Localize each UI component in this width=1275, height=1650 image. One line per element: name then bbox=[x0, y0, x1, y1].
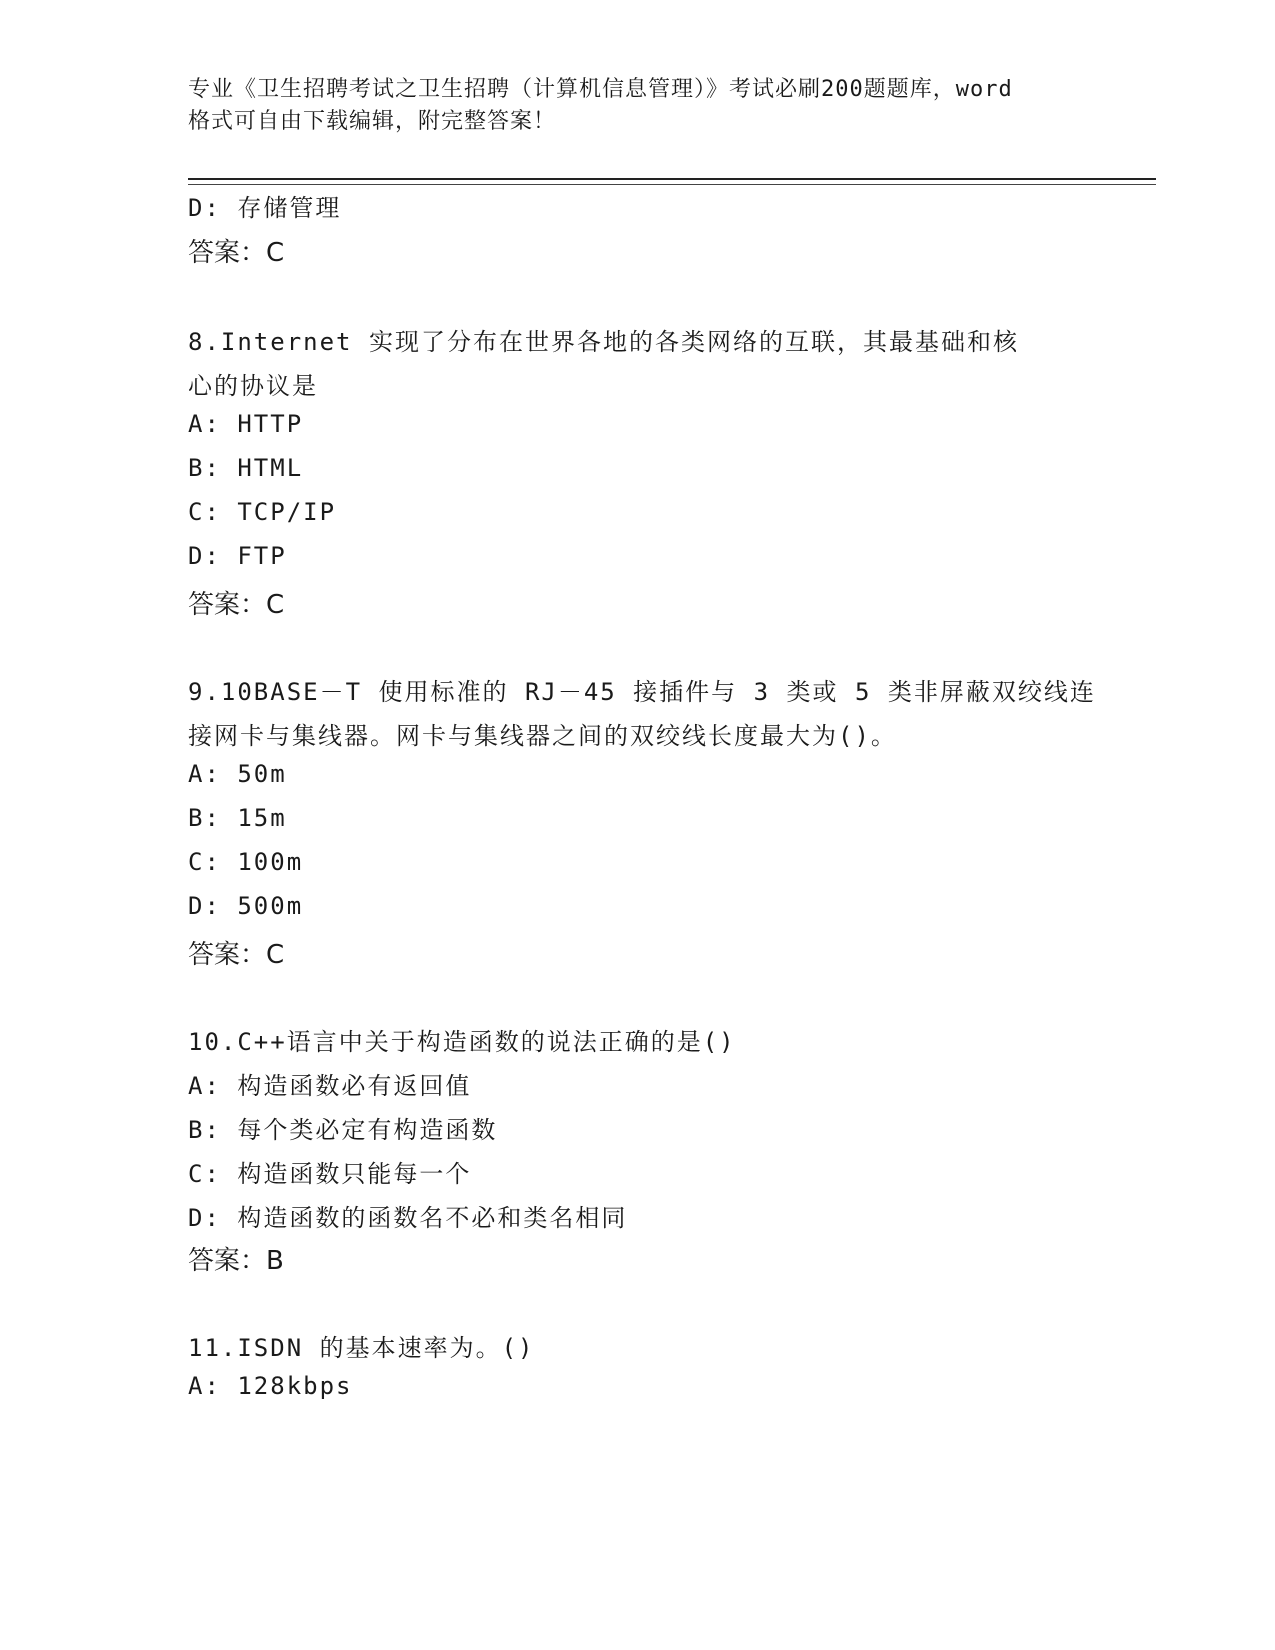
q7-answer: 答案：C bbox=[188, 238, 285, 268]
q10-answer: 答案：B bbox=[188, 1246, 284, 1276]
q10-stem: 10.C++语言中关于构造函数的说法正确的是() bbox=[188, 1028, 736, 1056]
q8-stem-line-1: 8.Internet 实现了分布在世界各地的各类网络的互联，其最基础和核 bbox=[188, 328, 1019, 356]
header-line-1: 专业《卫生招聘考试之卫生招聘（计算机信息管理）》考试必刷200题题库，word bbox=[188, 77, 1013, 102]
q9-stem-line-1: 9.10BASE－T 使用标准的 RJ－45 接插件与 3 类或 5 类非屏蔽双绞线连 bbox=[188, 678, 1096, 706]
q11-option-a: A: 128kbps bbox=[188, 1372, 353, 1400]
q9-option-c: C: 100m bbox=[188, 848, 304, 876]
q8-option-a: A: HTTP bbox=[188, 410, 304, 438]
header-line-2: 格式可自由下载编辑，附完整答案！ bbox=[188, 109, 557, 134]
q8-option-d: D: FTP bbox=[188, 542, 287, 570]
q8-option-c: C: TCP/IP bbox=[188, 498, 337, 526]
q8-answer: 答案：C bbox=[188, 590, 285, 620]
q10-option-d: D: 构造函数的函数名不必和类名相同 bbox=[188, 1204, 628, 1232]
q10-option-a: A: 构造函数必有返回值 bbox=[188, 1072, 472, 1100]
q10-option-c: C: 构造函数只能每一个 bbox=[188, 1160, 472, 1188]
q9-answer: 答案：C bbox=[188, 940, 285, 970]
q9-option-b: B: 15m bbox=[188, 804, 287, 832]
q9-option-d: D: 500m bbox=[188, 892, 304, 920]
q7-option-d: D: 存储管理 bbox=[188, 194, 342, 222]
q8-option-b: B: HTML bbox=[188, 454, 304, 482]
q8-stem-line-2: 心的协议是 bbox=[188, 372, 318, 400]
q11-stem: 11.ISDN 的基本速率为。() bbox=[188, 1334, 535, 1362]
header-rule-thick bbox=[188, 178, 1156, 180]
q10-option-b: B: 每个类必定有构造函数 bbox=[188, 1116, 498, 1144]
header-rule-thin bbox=[188, 184, 1156, 185]
q9-stem-line-2: 接网卡与集线器。网卡与集线器之间的双绞线长度最大为()。 bbox=[188, 722, 897, 750]
document-header bbox=[188, 74, 1088, 138]
q9-option-a: A: 50m bbox=[188, 760, 287, 788]
